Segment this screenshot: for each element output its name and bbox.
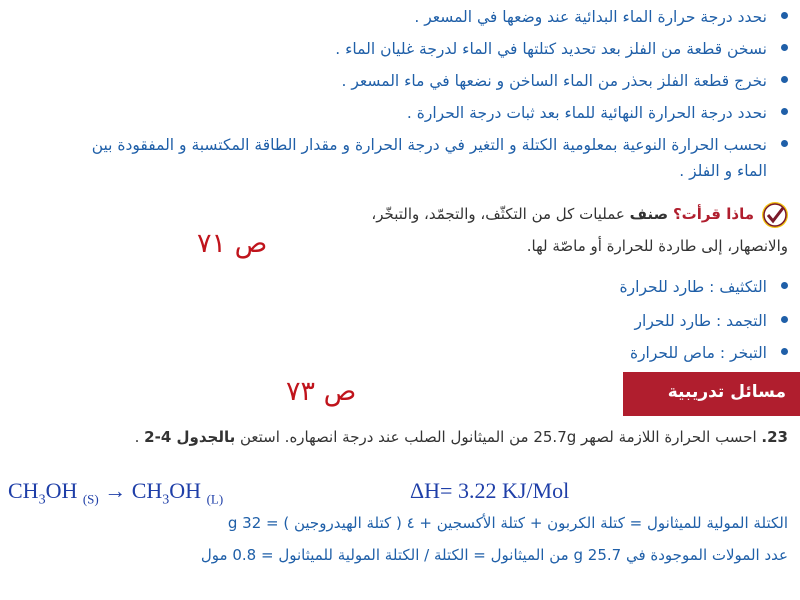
bullet-icon [781, 140, 788, 147]
page-reference: ص ٧١ [197, 228, 268, 259]
bullet-icon [781, 76, 788, 83]
reading-check-badge: ماذا قرأت؟ [672, 205, 754, 223]
list-item: نحسب الحرارة النوعية بمعلومية الكتلة و التغير في درجة الحرارة و مقدار الطاقة المكتسبة و المفقودة بين [8, 134, 788, 156]
list-item: التبخر : ماص للحرارة [388, 342, 788, 364]
list-item: نخرج قطعة الفلز بحذر من الماء الساخن و نضعها في ماء المسعر . [8, 70, 788, 92]
list-item: نسخن قطعة من الفلز بعد تحديد كتلتها في الماء لدرجة غليان الماء . [8, 38, 788, 60]
bullet-icon [781, 316, 788, 323]
bullet-icon [781, 108, 788, 115]
bullet-icon [781, 12, 788, 19]
reading-check-line2: والانصهار، إلى طاردة للحرارة أو ماصّة لها. [526, 237, 788, 255]
practice-banner-label: مسائل تدريبية [667, 382, 786, 402]
list-item: التجمد : طارد للحرار [388, 310, 788, 332]
list-item: نحدد درجة حرارة الماء البدائية عند وضعها في المسعر . [8, 6, 788, 28]
enthalpy-value: ΔH= 3.22 KJ/Mol [410, 478, 570, 503]
page-reference: ص ٧٣ [286, 376, 357, 407]
reading-check-verb: صنف [629, 205, 669, 223]
moles-line: عدد المولات الموجودة في 25.7 g من الميثانول = الكتلة / الكتلة المولية للميثانول = 0.8 مول [200, 546, 788, 564]
problem-number: 23. [761, 428, 788, 446]
list-item: نحدد درجة الحرارة النهائية للماء بعد ثبات درجة الحرارة . [8, 102, 788, 124]
bullet-icon [781, 44, 788, 51]
chemical-equation: $CH_3OH$ $_{(S)} \to CH_3OH$ $_{(L)}$ [8, 478, 224, 508]
list-item: التكثيف : طارد للحرارة [388, 276, 788, 298]
checkmark-icon [762, 202, 788, 228]
list-item-continuation: الماء و الفلز . [679, 162, 767, 180]
problem-text: احسب الحرارة اللازمة لصهر 25.7g من الميثانول الصلب عند درجة انصهاره. استعن [240, 428, 757, 446]
bullet-icon [781, 348, 788, 355]
table-reference: بالجدول 4-2 [144, 428, 236, 446]
reading-check-line1: عمليات كل من التكثّف، والتجمّد، والتبخّر، [371, 205, 625, 223]
bullet-icon [781, 282, 788, 289]
practice-banner [623, 372, 800, 416]
molar-mass-line: الكتلة المولية للميثانول = كتلة الكربون + كتلة الأكسجين + ٤ ( كتلة الهيدروجين ) = 32 g [227, 514, 788, 532]
problem-statement: 23. احسب الحرارة اللازمة لصهر 25.7g من الميثانول الصلب عند درجة انصهاره. استعن بالجدول 4-2 . [134, 428, 788, 446]
arrow-icon: → [104, 478, 127, 503]
